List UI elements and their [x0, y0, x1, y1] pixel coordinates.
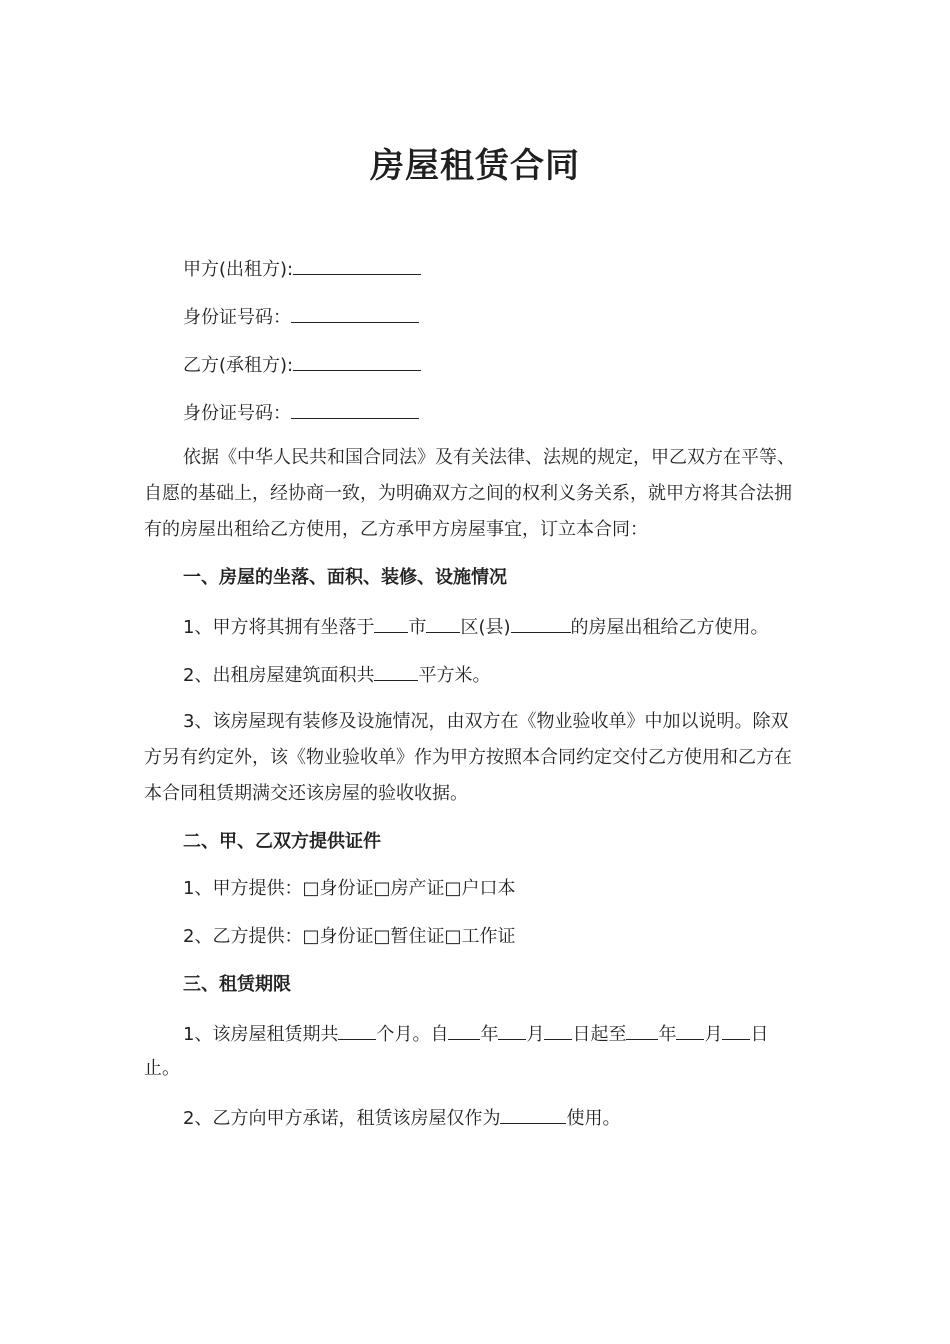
- start-month-blank[interactable]: [498, 1021, 526, 1040]
- section1-item3: 3、该房屋现有装修及设施情况，由双方在《物业验收单》中加以说明。除双方另有约定外，该《物业验收单》作为甲方按照本合同约定交付乙方使用和乙方在本合同租赁期满交还该房屋的验收收据。: [144, 711, 792, 804]
- section3-item2: [183, 1105, 620, 1131]
- party-a-blank[interactable]: [293, 256, 421, 275]
- section2-item1: 1、甲方提供：□身份证□房产证□户口本: [183, 878, 516, 899]
- section1-item1-text-c: 区(县): [460, 617, 511, 638]
- section3-item1-text-h: 日: [750, 1024, 769, 1045]
- section3-item1-line2: 止。: [144, 1058, 180, 1079]
- id-b-blank[interactable]: [291, 400, 419, 419]
- party-b-label: 乙方(承租方):: [183, 355, 294, 376]
- section3-item1-text-a: 1、该房屋租赁期共: [183, 1024, 339, 1045]
- intro-paragraph: 依据《中华人民共和国合同法》及有关法律、法规的规定，甲乙双方在平等、自愿的基础上，经协商一致，为明确双方之间的权利义务关系，就甲方将其合法拥有的房屋出租给乙方使用，乙方承甲方房屋事宜，订立本合同：: [144, 447, 795, 540]
- area-blank[interactable]: [374, 662, 418, 681]
- party-a-line: [183, 256, 421, 282]
- section3-item1-text-d: 月: [526, 1024, 545, 1045]
- section3-item1-line1: [183, 1021, 768, 1047]
- section1-item1-text-a: 1、甲方将其拥有坐落于: [183, 617, 375, 638]
- id-a-label: 身份证号码：: [183, 307, 291, 328]
- section3-item2-text-a: 2、乙方向甲方承诺，租赁该房屋仅作为: [183, 1108, 501, 1129]
- start-year-blank[interactable]: [448, 1021, 480, 1040]
- id-b-line: [183, 400, 419, 426]
- usage-blank[interactable]: [500, 1105, 566, 1124]
- section1-item2-text-a: 2、出租房屋建筑面积共: [183, 665, 375, 686]
- section1-item2: [183, 662, 490, 688]
- section2-item2: 2、乙方提供：□身份证□暂住证□工作证: [183, 926, 516, 947]
- document-title: 房屋租赁合同: [370, 146, 580, 186]
- section3-item1-text-g: 月: [704, 1024, 723, 1045]
- end-month-blank[interactable]: [676, 1021, 704, 1040]
- party-b-blank[interactable]: [293, 352, 421, 371]
- party-b-line: [183, 352, 421, 378]
- id-a-blank[interactable]: [291, 304, 419, 323]
- months-blank[interactable]: [338, 1021, 376, 1040]
- start-day-blank[interactable]: [544, 1021, 572, 1040]
- section3-heading: 三、租赁期限: [183, 974, 291, 995]
- section1-heading: 一、房屋的坐落、面积、装修、设施情况: [183, 567, 507, 588]
- section3-item1-text-e: 日起至: [572, 1024, 627, 1045]
- id-a-line: [183, 304, 419, 330]
- section1-item1: [183, 614, 769, 640]
- address-blank[interactable]: [511, 614, 571, 633]
- section3-item1-text-b: 个月。自: [376, 1024, 449, 1045]
- id-b-label: 身份证号码：: [183, 403, 291, 424]
- section2-heading: 二、甲、乙双方提供证件: [183, 831, 381, 852]
- district-blank[interactable]: [426, 614, 460, 633]
- section1-item1-text-b: 市: [408, 617, 427, 638]
- section1-item2-text-b: 平方米。: [418, 665, 491, 686]
- city-blank[interactable]: [374, 614, 408, 633]
- end-year-blank[interactable]: [626, 1021, 658, 1040]
- section3-item1-text-c: 年: [480, 1024, 499, 1045]
- section1-item1-text-d: 的房屋出租给乙方使用。: [570, 617, 769, 638]
- section3-item2-text-b: 使用。: [566, 1108, 621, 1129]
- party-a-label: 甲方(出租方):: [183, 259, 294, 280]
- end-day-blank[interactable]: [722, 1021, 750, 1040]
- section3-item1-text-f: 年: [658, 1024, 677, 1045]
